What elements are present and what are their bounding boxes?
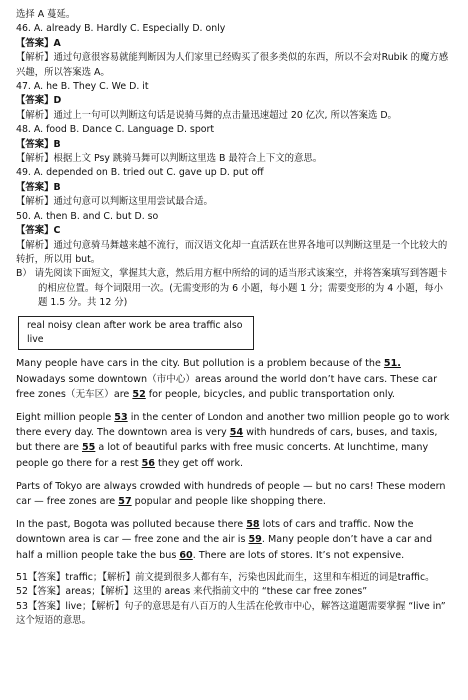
blank-number: 60 (179, 549, 193, 561)
blank-number: 57 (118, 495, 132, 507)
answer-line: 【答案】B (16, 138, 61, 150)
passage-text: Nowadays some downtown（市中心）areas around the world don’t have cars. These car free zones（无车区）are (16, 373, 438, 400)
passage-text: In the past, Bogota was polluted because there (16, 519, 247, 531)
text-line: 49. A. depended on B. tried out C. gave up D. put off (16, 167, 264, 179)
blank-number: 56 (141, 457, 155, 469)
passage-text: . There are lots of stores. It’s not expensive. (192, 549, 405, 561)
blank-number: 52 (132, 388, 146, 400)
answer-explanation: 52【答案】areas；【解析】这里的 areas 来代指前文中的 “these car free zones” (16, 586, 368, 598)
section-b-instruction: B） 请先阅读下面短文，掌握其大意，然后用方框中所给的词的适当形式该案空，并将答案填写到答题卡的相应位置。每个词限用一次。(无需变形的为 6 小题，每小题 1 分；需要变形的为 4 小题，每小题 1.5 分。共 12 分) (16, 268, 448, 309)
text-line: 【解析】通过句意可以判断这里用尝试最合适。 (16, 196, 213, 208)
passage-text: Parts of Tokyo are always crowded with hundreds of people — but no cars! These modern car — free zones are (16, 480, 446, 507)
passage-text: Many people have cars in the city. But pollution is a problem because of the (16, 358, 384, 370)
answer-line: 【答案】A (16, 37, 61, 49)
passage-text: with hundreds of cars, buses, and taxis, but there are (16, 427, 438, 454)
answer-explanations-part-a (16, 8, 452, 267)
blank-number: 55 (81, 442, 96, 454)
blank-number: 54 (229, 427, 244, 439)
blank-number: 58 (246, 519, 260, 531)
passage-text: lots of cars and traffic. Now the downtown area is car — free zone and the air is (16, 519, 414, 546)
text-line: 【解析】根据上文 Psy 跳骑马舞可以判断这里选 B 最符合上下文的意思。 (16, 153, 323, 165)
text-line: 【解析】通过句意骑马舞越来越不流行，而汉语文化却一直活跃在世界各地可以判断这里是一个比较大的转折，所以用 but。 (16, 239, 448, 265)
text-line: 【解析】通过上一句可以判断这句话是说骑马舞的点击量迅速超过 20 亿次, 所以答案选 D。 (16, 109, 397, 121)
passage-text: Eight million people (16, 411, 115, 423)
text-line: 47. A. he B. They C. We D. it (16, 81, 149, 93)
passage-paragraph (16, 479, 452, 509)
passage-paragraph (16, 356, 452, 402)
answer-explanation: 51【答案】traffic；【解析】前文提到很多人都有车，污染也因此而生，这里和车相近的词是traffic。 (16, 571, 435, 583)
text-line: 【解析】通过句意很容易就能判断因为人们家里已经购买了很多类似的东西，所以不会对Rubik 的魔方感兴趣，所以答案选 A。 (16, 52, 449, 78)
blank-number: 51. (383, 358, 401, 370)
passage-text: for people, bicycles, and public transportation only. (145, 388, 395, 400)
passage-text: a lot of beautiful parks with free music concerts. At lunchtime, many people go there for a rest (16, 442, 429, 469)
passage-paragraph (16, 410, 452, 471)
text-line: 50. A. then B. and C. but D. so (16, 210, 159, 222)
answer-explanations-part-b (16, 571, 452, 629)
word-box: real noisy clean after work be area traffic also live (18, 316, 254, 351)
text-line: 48. A. food B. Dance C. Language D. sport (16, 124, 215, 136)
blank-number: 59 (248, 534, 262, 546)
answer-line: 【答案】D (16, 95, 62, 107)
passage-text: in the center of London and another two million people go to work there every day. The downtown area is very (16, 411, 450, 439)
answer-explanation: 53【答案】live；【解析】句子的意思是有八百万的人生活在伦敦市中心，解答这道题需要掌握 “live in” 这个短语的意思。 (16, 600, 446, 626)
passage-text: popular and people like shopping there. (131, 495, 326, 507)
cloze-passage (16, 356, 452, 562)
blank-number: 53 (114, 411, 128, 423)
text-line: 46. A. already B. Hardly C. Especially D. only (16, 23, 226, 35)
passage-text: they get off work. (154, 457, 244, 469)
passage-paragraph (16, 517, 452, 563)
passage-text: . Many people don’t have a car and half a million people take the bus (16, 534, 433, 561)
answer-line: 【答案】C (16, 225, 61, 237)
answer-line: 【答案】B (16, 181, 61, 193)
text-line: 选择 A 蔓延。 (16, 9, 76, 20)
